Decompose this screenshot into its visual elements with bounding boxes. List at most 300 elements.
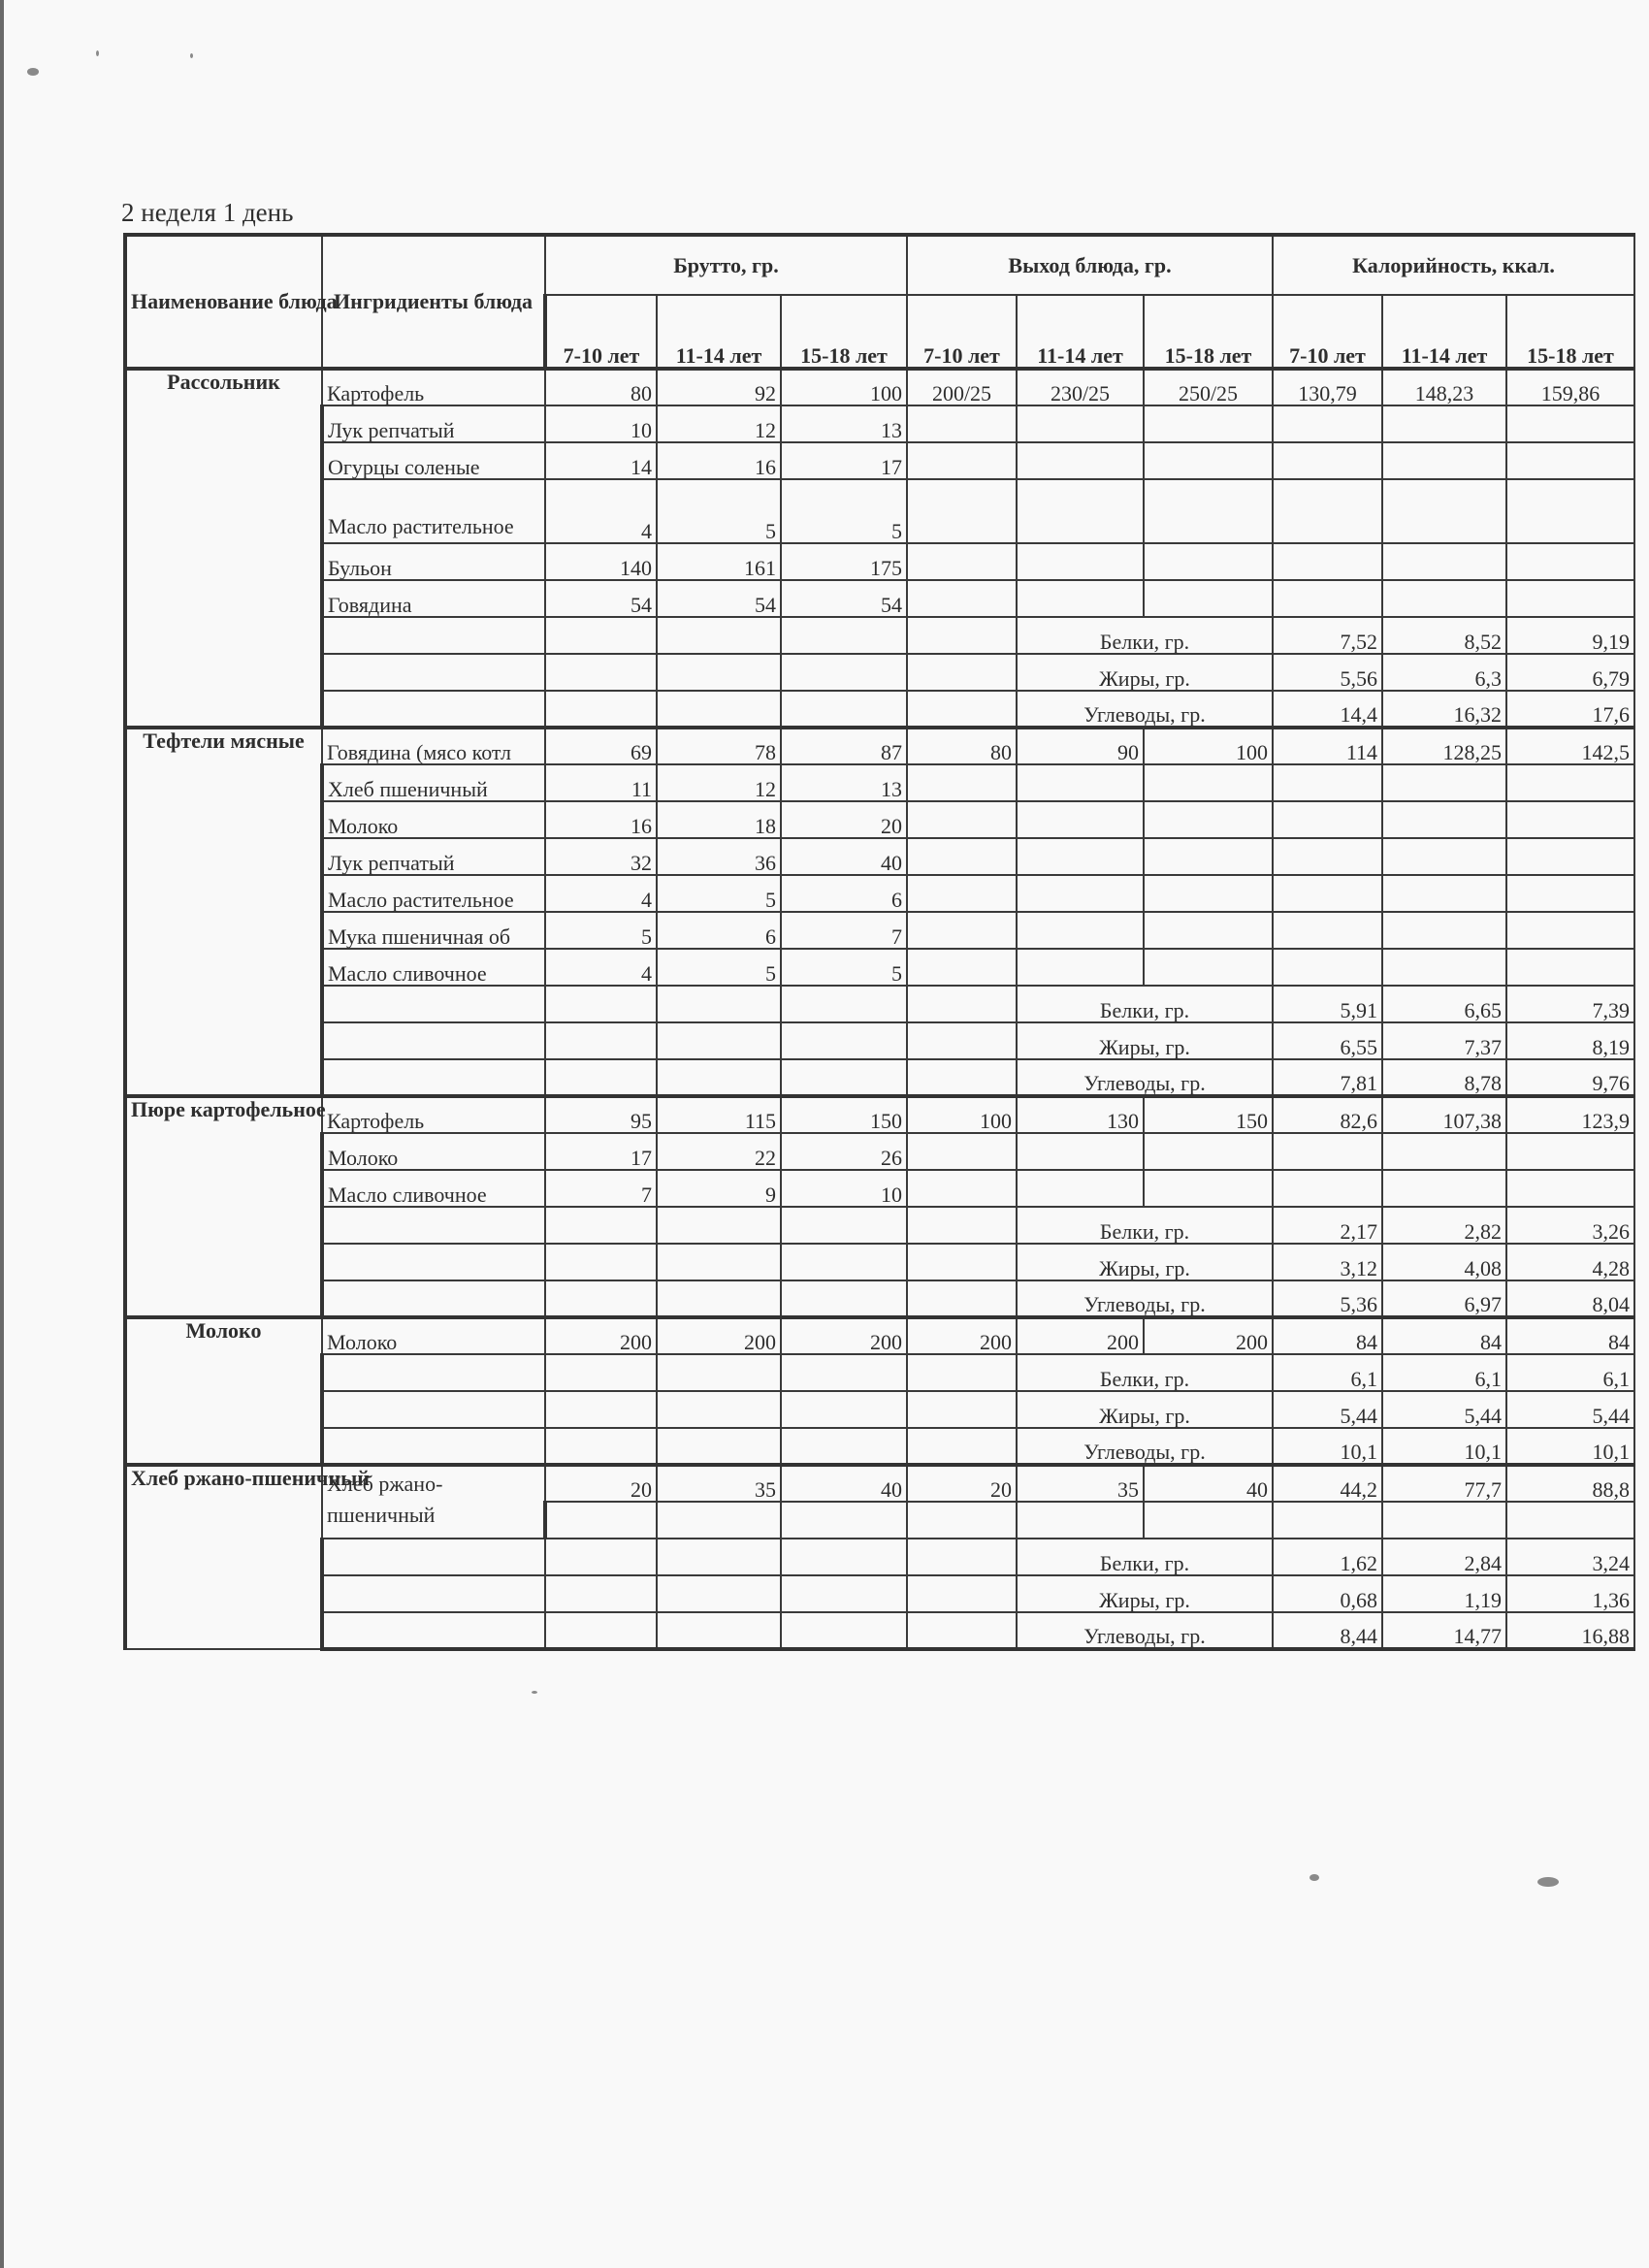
ingredient-row [125, 543, 1634, 580]
empty-cell [657, 1391, 781, 1428]
empty-cell [1273, 764, 1382, 801]
calories-value: 148,23 [1382, 369, 1506, 405]
dish-block [125, 728, 1634, 1096]
empty-cell [907, 1059, 1017, 1096]
empty-cell [907, 1207, 1017, 1244]
nutrient-value: 6,55 [1273, 1022, 1382, 1059]
brutto-value: 20 [545, 1465, 657, 1502]
empty-cell [322, 1022, 545, 1059]
dish-block [125, 369, 1634, 728]
empty-cell [1506, 764, 1634, 801]
nutrient-value: 6,3 [1382, 654, 1506, 691]
output-value: 20 [907, 1465, 1017, 1502]
brutto-value: 150 [781, 1096, 907, 1133]
nutrient-value: 6,79 [1506, 654, 1634, 691]
ingredient-row [125, 801, 1634, 838]
empty-cell [657, 1022, 781, 1059]
nutrient-value: 7,52 [1273, 617, 1382, 654]
ingredient-row [125, 580, 1634, 617]
empty-cell [1273, 1502, 1382, 1539]
header-brutto-age: 11-14 лет [657, 295, 781, 369]
nutrient-value: 6,1 [1273, 1354, 1382, 1391]
ingredient-name: Масло сливочное [322, 949, 545, 986]
empty-cell [1144, 838, 1273, 875]
nutrient-value: 16,32 [1382, 691, 1506, 728]
brutto-value: 9 [657, 1170, 781, 1207]
calories-value: 107,38 [1382, 1096, 1506, 1133]
empty-cell [781, 1539, 907, 1575]
empty-cell [781, 617, 907, 654]
nutrient-row [125, 654, 1634, 691]
empty-cell [545, 617, 657, 654]
ingredient-row [125, 442, 1634, 479]
empty-cell [1506, 442, 1634, 479]
nutrient-label: Белки, гр. [1017, 1354, 1273, 1391]
empty-cell [322, 1059, 545, 1096]
nutrient-value: 10,1 [1506, 1428, 1634, 1465]
empty-cell [545, 1354, 657, 1391]
empty-cell [1017, 875, 1144, 912]
calories-value: 159,86 [1506, 369, 1634, 405]
header-output-age: 15-18 лет [1144, 295, 1273, 369]
ingredient-name: Хлеб ржано-пшеничный [322, 1465, 545, 1539]
nutrient-value: 6,1 [1506, 1354, 1634, 1391]
nutrient-value: 10,1 [1382, 1428, 1506, 1465]
empty-cell [545, 1428, 657, 1465]
empty-cell [1382, 801, 1506, 838]
brutto-value: 92 [657, 369, 781, 405]
brutto-value: 5 [657, 875, 781, 912]
scan-speck [532, 1691, 537, 1694]
output-value: 40 [1144, 1465, 1273, 1502]
empty-cell [1273, 405, 1382, 442]
empty-cell [907, 580, 1017, 617]
brutto-value: 100 [781, 369, 907, 405]
brutto-value: 161 [657, 543, 781, 580]
nutrient-value: 10,1 [1273, 1428, 1382, 1465]
empty-cell [657, 617, 781, 654]
nutrient-row [125, 1575, 1634, 1612]
ingredient-row [125, 405, 1634, 442]
nutrient-label: Жиры, гр. [1017, 654, 1273, 691]
empty-cell [781, 1575, 907, 1612]
scan-speck [96, 50, 99, 56]
empty-cell [657, 1428, 781, 1465]
empty-cell [907, 654, 1017, 691]
nutrient-value: 1,19 [1382, 1575, 1506, 1612]
empty-cell [907, 617, 1017, 654]
empty-cell [657, 691, 781, 728]
nutrient-value: 6,65 [1382, 986, 1506, 1022]
brutto-value: 200 [545, 1317, 657, 1354]
calories-value: 84 [1506, 1317, 1634, 1354]
dish-name: Тефтели мясные [125, 728, 322, 1096]
empty-cell [322, 1354, 545, 1391]
ingredient-name: Масло растительное [322, 479, 545, 543]
empty-cell [907, 1280, 1017, 1317]
ingredient-row [125, 949, 1634, 986]
nutrient-label: Белки, гр. [1017, 986, 1273, 1022]
header-ingredients: Ингридиенты блюда [322, 235, 545, 369]
empty-cell [1017, 1502, 1144, 1539]
header-output-age: 11-14 лет [1017, 295, 1144, 369]
nutrient-value: 8,44 [1273, 1612, 1382, 1649]
empty-cell [1017, 838, 1144, 875]
empty-cell [907, 1539, 1017, 1575]
nutrient-label: Белки, гр. [1017, 1207, 1273, 1244]
empty-cell [1273, 442, 1382, 479]
brutto-value: 87 [781, 728, 907, 764]
output-value: 100 [907, 1096, 1017, 1133]
empty-cell [545, 1244, 657, 1280]
header-calories-age: 11-14 лет [1382, 295, 1506, 369]
nutrient-label: Белки, гр. [1017, 1539, 1273, 1575]
header-brutto-age: 7-10 лет [545, 295, 657, 369]
brutto-value: 40 [781, 838, 907, 875]
brutto-value: 32 [545, 838, 657, 875]
empty-cell [1506, 949, 1634, 986]
empty-cell [907, 1502, 1017, 1539]
nutrient-value: 14,77 [1382, 1612, 1506, 1649]
empty-cell [1144, 875, 1273, 912]
empty-cell [907, 442, 1017, 479]
empty-cell [1273, 801, 1382, 838]
empty-cell [322, 691, 545, 728]
ingredient-name: Картофель [322, 1096, 545, 1133]
brutto-value: 22 [657, 1133, 781, 1170]
nutrient-value: 9,76 [1506, 1059, 1634, 1096]
brutto-value: 14 [545, 442, 657, 479]
calories-value: 114 [1273, 728, 1382, 764]
brutto-value: 80 [545, 369, 657, 405]
nutrient-value: 0,68 [1273, 1575, 1382, 1612]
empty-cell [545, 1502, 657, 1539]
ingredient-row [125, 1133, 1634, 1170]
output-value: 150 [1144, 1096, 1273, 1133]
empty-cell [545, 691, 657, 728]
dish-block [125, 1465, 1634, 1649]
empty-cell [1273, 580, 1382, 617]
empty-cell [322, 1428, 545, 1465]
empty-cell [657, 1612, 781, 1649]
scan-page-edge [0, 0, 4, 2268]
empty-cell [1506, 801, 1634, 838]
brutto-value: 17 [781, 442, 907, 479]
empty-cell [1382, 912, 1506, 949]
ingredient-row [125, 912, 1634, 949]
empty-cell [1382, 580, 1506, 617]
scan-speck [1310, 1874, 1319, 1881]
empty-cell [322, 617, 545, 654]
empty-cell [781, 1059, 907, 1096]
document-title: 2 неделя 1 день [121, 198, 294, 227]
nutrient-value: 3,26 [1506, 1207, 1634, 1244]
ingredient-row [125, 728, 1634, 764]
nutrient-value: 5,91 [1273, 986, 1382, 1022]
brutto-value: 4 [545, 875, 657, 912]
brutto-value: 6 [657, 912, 781, 949]
empty-cell [781, 1391, 907, 1428]
empty-cell [545, 1059, 657, 1096]
empty-cell [545, 1575, 657, 1612]
calories-value: 130,79 [1273, 369, 1382, 405]
header-calories: Калорийность, ккал. [1273, 235, 1634, 295]
brutto-value: 78 [657, 728, 781, 764]
header-calories-age: 15-18 лет [1506, 295, 1634, 369]
nutrient-value: 8,19 [1506, 1022, 1634, 1059]
empty-cell [1017, 764, 1144, 801]
calories-value: 77,7 [1382, 1465, 1506, 1502]
brutto-value: 5 [657, 949, 781, 986]
brutto-value: 17 [545, 1133, 657, 1170]
ingredient-name: Говядина [322, 580, 545, 617]
nutrient-value: 17,6 [1506, 691, 1634, 728]
empty-cell [1144, 442, 1273, 479]
empty-cell [1017, 405, 1144, 442]
empty-cell [322, 1612, 545, 1649]
empty-cell [907, 1022, 1017, 1059]
nutrient-value: 7,81 [1273, 1059, 1382, 1096]
ingredient-row [125, 1465, 1634, 1502]
empty-cell [907, 838, 1017, 875]
nutrient-value: 3,12 [1273, 1244, 1382, 1280]
empty-cell [1382, 479, 1506, 543]
empty-cell [1506, 912, 1634, 949]
nutrient-value: 8,04 [1506, 1280, 1634, 1317]
nutrient-value: 5,44 [1382, 1391, 1506, 1428]
brutto-value: 13 [781, 405, 907, 442]
empty-cell [657, 1354, 781, 1391]
calories-value: 44,2 [1273, 1465, 1382, 1502]
empty-cell [322, 1575, 545, 1612]
empty-cell [1506, 1133, 1634, 1170]
empty-cell [657, 654, 781, 691]
brutto-value: 26 [781, 1133, 907, 1170]
ingredient-row [125, 875, 1634, 912]
nutrient-row [125, 1244, 1634, 1280]
empty-cell [1144, 580, 1273, 617]
output-value: 200 [907, 1317, 1017, 1354]
ingredient-row [125, 764, 1634, 801]
nutrient-value: 1,62 [1273, 1539, 1382, 1575]
empty-cell [657, 1539, 781, 1575]
ingredient-name: Молоко [322, 801, 545, 838]
empty-cell [657, 1502, 781, 1539]
empty-cell [1273, 543, 1382, 580]
ingredient-row [125, 1317, 1634, 1354]
nutrient-row [125, 1391, 1634, 1428]
empty-cell [1382, 1502, 1506, 1539]
empty-cell [781, 654, 907, 691]
ingredient-name: Лук репчатый [322, 405, 545, 442]
calories-value: 142,5 [1506, 728, 1634, 764]
empty-cell [781, 1207, 907, 1244]
empty-cell [1382, 838, 1506, 875]
empty-cell [1144, 479, 1273, 543]
empty-cell [781, 1612, 907, 1649]
empty-cell [1017, 1170, 1144, 1207]
empty-cell [781, 1428, 907, 1465]
empty-cell [1506, 405, 1634, 442]
dish-name: Хлеб ржано-пшеничный [125, 1465, 322, 1649]
nutrient-label: Жиры, гр. [1017, 1244, 1273, 1280]
brutto-value: 5 [781, 479, 907, 543]
brutto-value: 40 [781, 1465, 907, 1502]
empty-cell [322, 986, 545, 1022]
empty-cell [1017, 479, 1144, 543]
brutto-value: 12 [657, 764, 781, 801]
nutrient-value: 2,82 [1382, 1207, 1506, 1244]
empty-cell [907, 1391, 1017, 1428]
nutrient-label: Углеводы, гр. [1017, 1612, 1273, 1649]
empty-cell [322, 1391, 545, 1428]
brutto-value: 200 [657, 1317, 781, 1354]
nutrient-row [125, 617, 1634, 654]
empty-cell [1273, 949, 1382, 986]
output-value: 230/25 [1017, 369, 1144, 405]
empty-cell [1144, 543, 1273, 580]
nutrient-row [125, 1428, 1634, 1465]
nutrient-value: 7,39 [1506, 986, 1634, 1022]
calories-value: 82,6 [1273, 1096, 1382, 1133]
empty-cell [1017, 580, 1144, 617]
header-output: Выход блюда, гр. [907, 235, 1273, 295]
header-output-age: 7-10 лет [907, 295, 1017, 369]
menu-table [123, 233, 1635, 1651]
empty-cell [907, 1354, 1017, 1391]
empty-cell [907, 1428, 1017, 1465]
header-dish-name: Наименование блюда [125, 235, 322, 369]
empty-cell [1382, 1170, 1506, 1207]
nutrient-value: 16,88 [1506, 1612, 1634, 1649]
nutrient-value: 1,36 [1506, 1575, 1634, 1612]
brutto-value: 95 [545, 1096, 657, 1133]
calories-value: 88,8 [1506, 1465, 1634, 1502]
empty-cell [1506, 580, 1634, 617]
brutto-value: 54 [545, 580, 657, 617]
empty-cell [907, 479, 1017, 543]
nutrient-row [125, 1059, 1634, 1096]
nutrient-value: 5,36 [1273, 1280, 1382, 1317]
empty-cell [1144, 949, 1273, 986]
empty-cell [907, 1170, 1017, 1207]
brutto-value: 54 [781, 580, 907, 617]
calories-value: 84 [1273, 1317, 1382, 1354]
nutrient-row [125, 1022, 1634, 1059]
empty-cell [781, 986, 907, 1022]
nutrient-row [125, 1612, 1634, 1649]
ingredient-name: Молоко [322, 1133, 545, 1170]
nutrient-label: Углеводы, гр. [1017, 1280, 1273, 1317]
empty-cell [1017, 949, 1144, 986]
brutto-value: 11 [545, 764, 657, 801]
empty-cell [1144, 912, 1273, 949]
brutto-value: 16 [545, 801, 657, 838]
empty-cell [657, 1244, 781, 1280]
empty-cell [907, 543, 1017, 580]
nutrient-row [125, 1280, 1634, 1317]
empty-cell [781, 691, 907, 728]
output-value: 200 [1144, 1317, 1273, 1354]
empty-cell [322, 1244, 545, 1280]
empty-cell [657, 1575, 781, 1612]
brutto-value: 6 [781, 875, 907, 912]
output-value: 100 [1144, 728, 1273, 764]
output-value: 80 [907, 728, 1017, 764]
brutto-value: 4 [545, 479, 657, 543]
calories-value: 84 [1382, 1317, 1506, 1354]
output-value: 35 [1017, 1465, 1144, 1502]
dish-name: Пюре картофельное [125, 1096, 322, 1317]
ingredient-name: Мука пшеничная об [322, 912, 545, 949]
empty-cell [1017, 442, 1144, 479]
empty-cell [907, 801, 1017, 838]
dish-block [125, 1096, 1634, 1317]
brutto-value: 175 [781, 543, 907, 580]
nutrient-row [125, 1539, 1634, 1575]
brutto-value: 200 [781, 1317, 907, 1354]
nutrient-label: Жиры, гр. [1017, 1391, 1273, 1428]
scan-speck [190, 53, 193, 58]
empty-cell [1144, 801, 1273, 838]
empty-cell [657, 1207, 781, 1244]
nutrient-value: 4,28 [1506, 1244, 1634, 1280]
nutrient-row [125, 986, 1634, 1022]
nutrient-row [125, 1354, 1634, 1391]
empty-cell [1506, 479, 1634, 543]
nutrient-label: Жиры, гр. [1017, 1022, 1273, 1059]
brutto-value: 54 [657, 580, 781, 617]
scan-speck [1537, 1877, 1559, 1887]
dish-block [125, 1317, 1634, 1465]
empty-cell [545, 986, 657, 1022]
ingredient-name: Лук репчатый [322, 838, 545, 875]
ingredient-row [125, 369, 1634, 405]
brutto-value: 35 [657, 1465, 781, 1502]
nutrient-value: 2,84 [1382, 1539, 1506, 1575]
empty-cell [322, 1539, 545, 1575]
empty-cell [1144, 1502, 1273, 1539]
empty-cell [907, 912, 1017, 949]
ingredient-row [125, 479, 1634, 543]
nutrient-row [125, 1207, 1634, 1244]
empty-cell [907, 949, 1017, 986]
brutto-value: 5 [545, 912, 657, 949]
ingredient-name: Огурцы соленые [322, 442, 545, 479]
table-header [125, 235, 1634, 369]
ingredient-name: Бульон [322, 543, 545, 580]
empty-cell [1017, 912, 1144, 949]
ingredient-name: Масло сливочное [322, 1170, 545, 1207]
nutrient-value: 7,37 [1382, 1022, 1506, 1059]
ingredient-name: Масло растительное [322, 875, 545, 912]
nutrient-value: 6,97 [1382, 1280, 1506, 1317]
empty-cell [1382, 1133, 1506, 1170]
nutrient-label: Жиры, гр. [1017, 1575, 1273, 1612]
brutto-value: 10 [781, 1170, 907, 1207]
empty-cell [1273, 1133, 1382, 1170]
dish-name: Рассольник [125, 369, 322, 728]
output-value: 250/25 [1144, 369, 1273, 405]
empty-cell [545, 1207, 657, 1244]
nutrient-value: 14,4 [1273, 691, 1382, 728]
ingredient-name: Картофель [322, 369, 545, 405]
empty-cell [907, 1244, 1017, 1280]
nutrient-value: 5,44 [1273, 1391, 1382, 1428]
ingredient-row [125, 838, 1634, 875]
empty-cell [322, 1207, 545, 1244]
empty-cell [781, 1280, 907, 1317]
